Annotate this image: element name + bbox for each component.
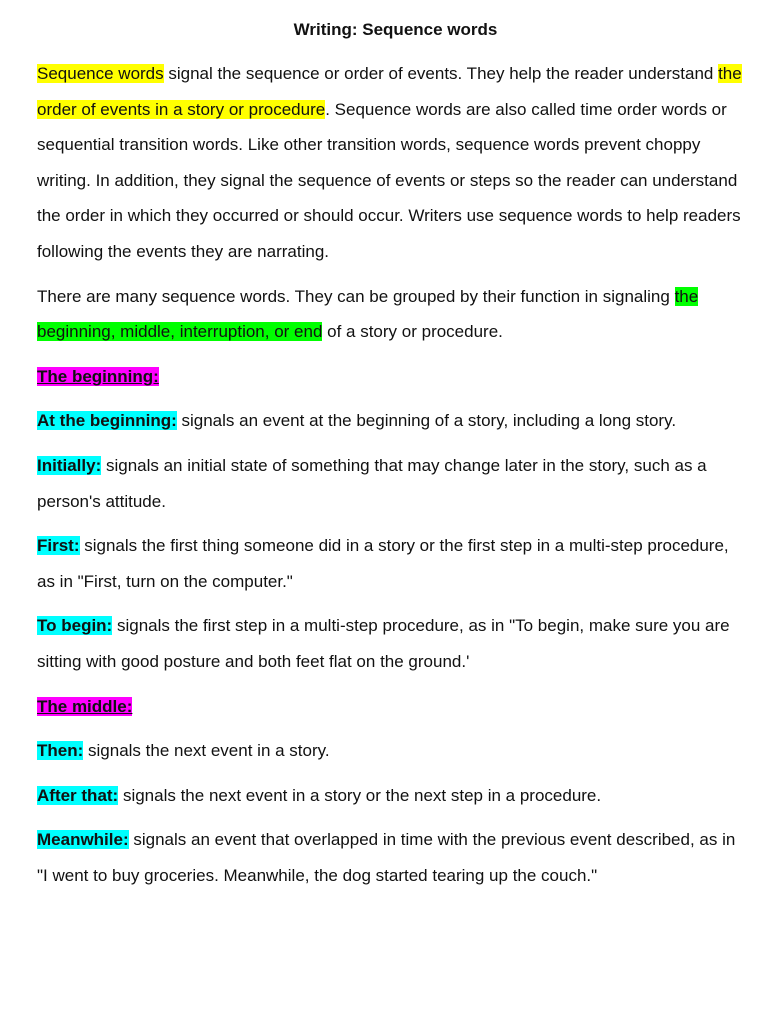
entry-to-begin [37, 608, 744, 679]
intro-text-1: signal the sequence or order of events. They help the reader understand [163, 64, 719, 83]
entry-text: signals the next event in a story or the next step in a procedure. [118, 785, 602, 805]
entry-term: After that: [37, 785, 119, 805]
entry-term: To begin: [37, 616, 113, 636]
entry-text: signals the first step in a multi-step procedure, as in "To begin, make sure you are sitting with good posture and both feet flat on the ground.' [37, 616, 730, 671]
entry-meanwhile [37, 822, 744, 893]
entry-term: At the beginning: [37, 411, 177, 431]
grouping-paragraph [37, 279, 744, 350]
grouping-text-2: of a story or procedure. [322, 322, 503, 342]
entry-term: Meanwhile: [37, 830, 129, 850]
entry-initially [37, 448, 744, 519]
entry-then [37, 733, 744, 769]
entry-after-that [37, 778, 744, 814]
entry-text: signals an event at the beginning of a story, including a long story. [176, 411, 677, 431]
intro-text-2: . Sequence words are also called time order words or sequential transition words. Like other transition words, sequence words prevent choppy writing. In addition, they signal the sequence of events or steps so the reader can understand the order in which they occurred or should occur. Writers use sequence words to help readers following the events they are narrating. [37, 99, 741, 261]
section-heading-middle: The middle: [37, 696, 133, 716]
grouping-text-1: There are many sequence words. They can be grouped by their function in signaling [37, 286, 675, 306]
entry-term: Initially: [37, 455, 102, 475]
entry-term: Then: [37, 741, 84, 761]
entry-text: signals the next event in a story. [83, 741, 330, 761]
entry-at-the-beginning [37, 403, 744, 439]
entry-text: signals the first thing someone did in a story or the first step in a multi-step procedure, as in "First, turn on the computer." [37, 536, 729, 591]
entry-first [37, 528, 744, 599]
page-title: Writing: Sequence words [293, 20, 498, 39]
intro-paragraph [37, 56, 744, 270]
entry-text: signals an event that overlapped in time with the previous event described, as in "I went to buy groceries. Meanwhile, the dog started tearing up the couch." [37, 830, 736, 885]
highlight-sequence-words: Sequence words [37, 64, 164, 83]
highlight-functions: the beginning, middle, interruption, or end [37, 286, 699, 342]
section-heading-beginning: The beginning: [37, 366, 159, 386]
entry-term: First: [37, 536, 80, 556]
highlight-order-of-events: the order of events in a story or procedure [37, 64, 742, 119]
entry-text: signals an initial state of something that may change later in the story, such as a person's attitude. [37, 455, 707, 511]
